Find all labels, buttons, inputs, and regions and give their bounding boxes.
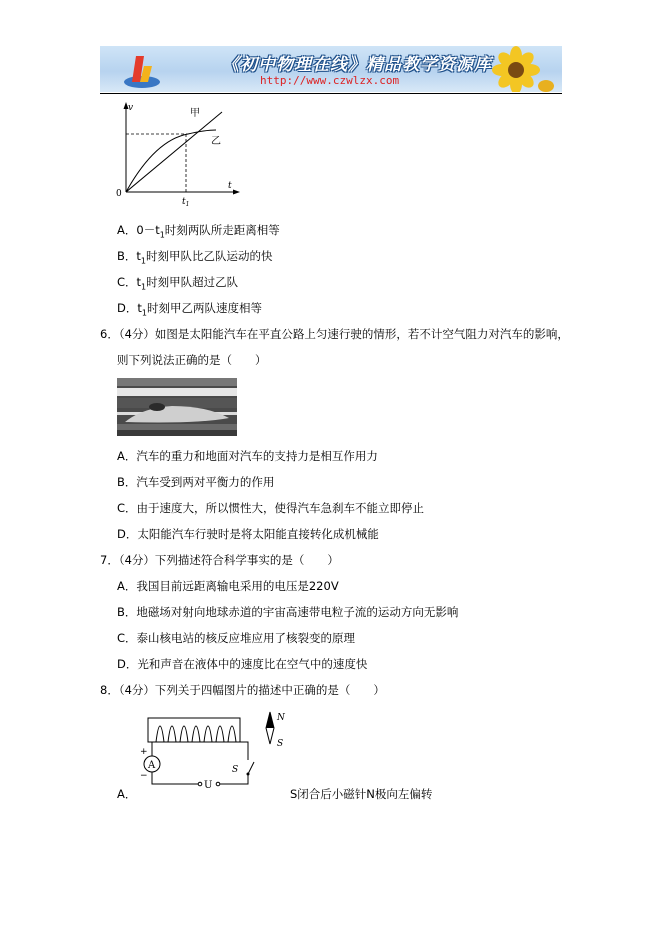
q6-option-b: B．汽车受到两对平衡力的作用 xyxy=(117,475,275,489)
header-banner xyxy=(100,46,562,92)
q8-option-a-letter: A． xyxy=(117,787,137,801)
q5-option-a: A．$0-t_1$时刻两队所走距离相等 xyxy=(117,223,280,240)
header-rule xyxy=(100,93,562,94)
q7-stem: 7．（4分）下列描述符合科学事实的是（ ） xyxy=(100,553,339,567)
q5-option-b: B．$t_1$时刻甲队比乙队运动的快 xyxy=(117,249,273,266)
q6-stem-line1: 6．（4分）如图是太阳能汽车在平直公路上匀速行驶的情形，若不计空气阻力对汽车的影响， xyxy=(100,327,569,341)
q7-option-d: D．光和声音在液体中的速度比在空气中的速度快 xyxy=(117,657,368,671)
solar-car-photo xyxy=(117,378,237,436)
ammeter-label: A xyxy=(148,760,156,771)
q6-option-d: D．太阳能汽车行驶时是将太阳能直接转化成机械能 xyxy=(117,527,379,541)
site-logo xyxy=(122,52,162,90)
solenoid-circuit-diagram xyxy=(134,708,294,792)
q5-option-d: D．$t_1$时刻甲乙两队速度相等 xyxy=(117,301,262,318)
velocity-time-graph xyxy=(110,100,240,210)
curve-yi-label: 乙 xyxy=(211,136,221,147)
q7-option-b: B．地磁场对射向地球赤道的宇宙高速带电粒子流的运动方向无影响 xyxy=(117,605,459,619)
q6-option-c: C．由于速度大，所以惯性大，使得汽车急刹车不能立即停止 xyxy=(117,501,425,515)
q6-option-a: A．汽车的重力和地面对汽车的支持力是相互作用力 xyxy=(117,449,378,463)
q8-stem: 8．（4分）下列关于四幅图片的描述中正确的是（ ） xyxy=(100,683,385,697)
y-axis-label: v xyxy=(128,103,134,113)
needle-n-label: N xyxy=(277,713,285,723)
sunflower-icon xyxy=(476,46,556,92)
banner-title: 《初中物理在线》精品教学资源库 xyxy=(222,55,492,75)
origin-label: 0 xyxy=(116,189,122,199)
curve-jia-label: 甲 xyxy=(190,108,200,119)
voltage-label: U xyxy=(204,780,213,791)
q8-option-a-text: S闭合后小磁针N极向左偏转 xyxy=(290,787,433,801)
q7-option-a: A．我国目前远距离输电采用的电压是220V xyxy=(117,579,339,593)
banner-url[interactable]: http://www.czwlzx.com xyxy=(260,74,400,87)
q7-option-c: C．泰山核电站的核反应堆应用了核裂变的原理 xyxy=(117,631,356,645)
x-axis-label: t xyxy=(228,181,232,191)
needle-s-label: S xyxy=(277,739,284,749)
minus-sign: − xyxy=(140,771,148,781)
q6-stem-line2: 则下列说法正确的是（ ） xyxy=(117,353,267,367)
switch-label: S xyxy=(232,765,239,775)
plus-sign: + xyxy=(140,747,148,757)
q5-option-c: C．$t_1$时刻甲队超过乙队 xyxy=(117,275,239,292)
t1-label: $t_1$ xyxy=(182,197,190,208)
